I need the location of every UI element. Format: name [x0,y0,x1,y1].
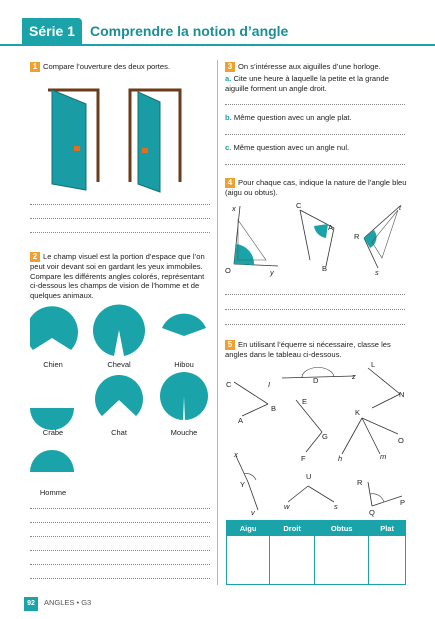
answer-line[interactable] [30,536,210,537]
table-cell[interactable] [227,536,270,585]
table-header: Plat [369,521,406,536]
door1-panel [52,90,86,190]
ex1-text: Compare l’ouverture des deux portes. [43,62,171,71]
answer-line[interactable] [225,134,405,135]
animal-label: Homme [39,488,67,497]
point-label: K [355,408,361,417]
owl-field [162,314,206,336]
point-label: F [301,454,306,463]
point-label: E [302,397,308,406]
answer-line[interactable] [30,578,210,579]
ex3-text: On s’intéresse aux aiguilles d’une horloge. [238,62,381,71]
question-text: Même question avec un angle plat. [233,113,352,122]
animal-label: Chat [111,428,127,437]
answer-line[interactable] [30,522,210,523]
ex3-question-b [225,113,410,123]
point-label: G [322,432,328,441]
animal-label: Mouche [170,428,198,437]
question-letter: a. [225,74,232,83]
answer-line[interactable] [225,164,405,165]
answer-line[interactable] [30,508,210,509]
footer-label: ANGLES • G3 [44,598,92,607]
table-header: Aigu [227,521,270,536]
fly-field [160,372,208,420]
ex1-number: 1 [30,62,40,72]
ex2-number: 2 [30,252,40,262]
door2-panel [138,92,160,192]
answer-line[interactable] [30,564,210,565]
door1-handle [74,146,80,151]
answer-line[interactable] [30,218,210,219]
point-label: z [352,372,356,381]
ex3-number: 3 [225,62,235,72]
point-label: h [338,454,343,463]
ex4-text: Pour chaque cas, indique la nature de l’angle bleu (aigu ou obtus). [225,178,407,197]
point-label: D [313,376,319,385]
question-letter: b. [225,113,232,122]
ex3-question-a [225,74,410,93]
point-label: v [251,508,255,517]
answer-line[interactable] [30,232,210,233]
header-rule [0,44,435,46]
vision-fields [30,300,215,500]
point-label: O [398,436,404,445]
point-label: R [357,478,363,487]
ex3-question-c [225,143,410,153]
serie-badge: Série 1 [22,18,82,44]
point-label: L [371,360,376,369]
point-label: Q [369,508,375,517]
column-divider [217,60,218,585]
table-header: Obtus [315,521,369,536]
point-label: B [322,264,328,273]
table-header: Droit [270,521,315,536]
ex4-figures [222,198,414,280]
point-label: t [399,203,402,212]
ex5-text: En utilisant l’équerre si nécessaire, classe les angles dans le tableau ci-dessous. [225,340,391,359]
answer-line[interactable] [225,294,405,295]
angle-xoy [234,244,254,265]
animal-label: Chien [43,360,63,369]
page-title: Comprendre la notion d’angle [90,23,289,39]
animal-label: Cheval [107,360,131,369]
question-text: Cite une heure à laquelle la petite et la grande aiguille forment un angle droit. [225,74,389,93]
table-cell[interactable] [369,536,406,585]
ex5-number: 5 [225,340,235,350]
animal-label: Hibou [174,360,194,369]
answer-line[interactable] [225,324,405,325]
point-label: m [380,452,387,461]
point-label: C [296,201,302,210]
answer-line[interactable] [30,550,210,551]
point-label: C [226,380,232,389]
point-label: I [268,380,271,389]
point-label: x [234,450,238,459]
angle-cab [314,224,328,238]
ex1-statement [30,62,210,72]
human-field [30,450,74,472]
point-label: x [232,204,236,213]
door2-handle [142,148,148,153]
point-label: R [354,232,360,241]
point-label: O [225,266,231,275]
point-label: P [400,498,406,507]
question-text: Même question avec un angle nul. [233,143,350,152]
ex4-number: 4 [225,178,235,188]
table-cell[interactable] [315,536,369,585]
table-cell[interactable] [270,536,315,585]
ex5-statement [225,340,410,360]
point-label: A [238,416,244,425]
point-label: B [271,404,277,413]
ex2-statement [30,252,212,300]
crab-field [30,408,74,430]
answer-line[interactable] [225,309,405,310]
point-label: U [306,472,312,481]
point-label: Y [240,480,246,489]
horse-field [93,304,145,356]
point-label: w [284,502,290,511]
point-label: y [270,268,274,277]
point-label: s [334,502,338,511]
ex2-text: Le champ visuel est la portion d’espace que l’on peut voir devant soi en gardant les yeux immobiles. Compare les différents angles colorés, représentant ci-dessous les champs de vision de l’homme et de quelques animaux. [30,252,205,300]
point-label: s [375,268,379,277]
question-letter: c. [225,143,232,152]
cat-field [95,375,143,416]
answer-line[interactable] [225,104,405,105]
answer-line[interactable] [30,204,210,205]
dog-field [30,306,78,350]
page-number: 92 [24,597,38,611]
animal-label: Crabe [42,428,64,437]
point-label: A [328,223,334,232]
doors-illustration [30,80,215,200]
ex3-statement [225,62,410,72]
ex4-statement [225,178,410,198]
point-label: N [399,390,405,399]
angle-classification-table [226,520,406,585]
